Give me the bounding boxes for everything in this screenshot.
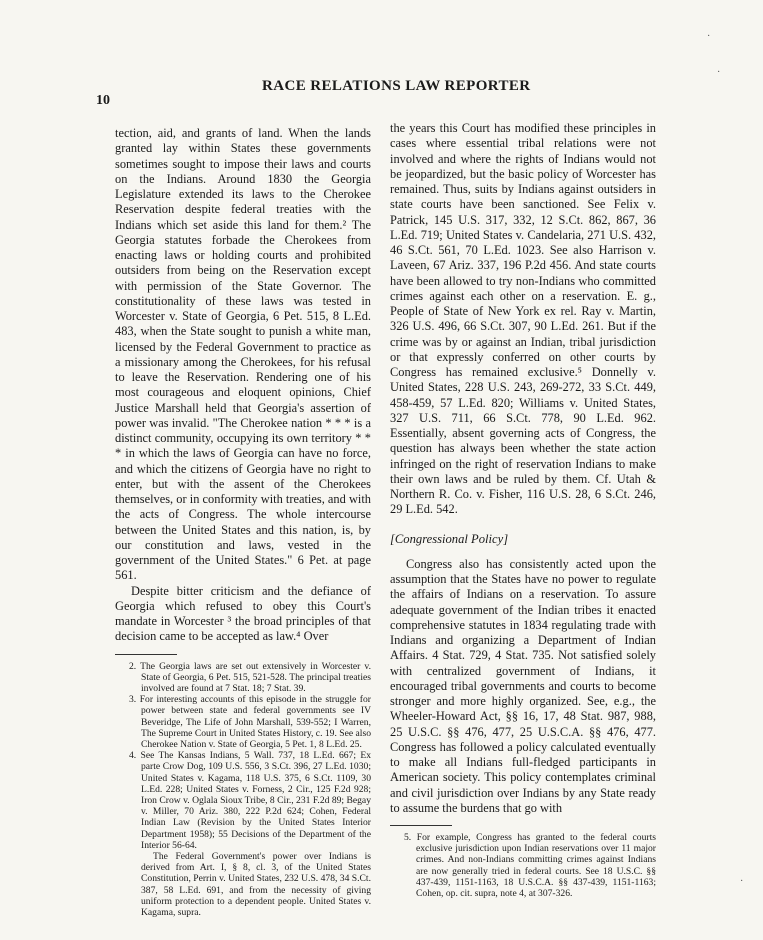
footnote: 2. The Georgia laws are set out extensively in Worcester v. State of Georgia, 6 Pet. 515, 521-528. The principal treaties involved are found at 7 Stat. 18; 7 Stat. 39. (129, 660, 371, 694)
body-paragraph: Congress also has consistently acted upon the assumption that the States have no power to regulate the affairs of Indians on a reservation. To assure adequate government of the Indian tribes it enacted comprehensive statutes in 1834 regulating trade with Indians and organizing a Department of Indian Affairs. 4 Stat. 729, 4 Stat. 735. Not satisfied solely with centralized government of Indians, it encouraged tribal governments and courts to become stronger and more highly organized. See, e.g., the Wheeler-Howard Act, §§ 16, 17, 48 Stat. 987, 988, 25 U.S.C. §§ 476, 477, 25 U.S.C.A. §§ 476, 477. Congress has followed a policy calculated eventually to make all Indians full-fledged participants in American society. This policy contemplates criminal and civil jurisdiction over Indians by any State ready to assume the burdens that go with (390, 556, 656, 815)
running-title: RACE RELATIONS LAW REPORTER (262, 78, 531, 94)
footnote-divider (390, 825, 452, 826)
footnote-divider (115, 654, 177, 655)
footnote: 4. See The Kansas Indians, 5 Wall. 737, 18 L.Ed. 667; Ex parte Crow Dog, 109 U.S. 556, 3 S.Ct. 396, 27 L.Ed. 1030; United States v. Kagama, 118 U.S. 375, 6 S.Ct. 1109, 30 L.Ed. 228; United States v. Forness, 2 Cir., 125 F.2d 928; Iron Crow v. Oglala Sioux Tribe, 8 Cir., 231 F.2d 89; Begay v. Miller, 70 Ariz. 380, 222 P.2d 624; Cohen, Federal Indian Law (Revision by the United States Interior Department 1958); 55 Decisions of the Department of the Interior 56-64. (129, 750, 371, 851)
section-heading: [Congressional Policy] (390, 531, 509, 546)
scan-speck: · (740, 876, 744, 887)
body-paragraph: the years this Court has modified these principles in cases where essential tribal relations were not involved and where the rights of Indians would not be jeopardized, but the basic policy of Worcester has remained. Thus, suits by Indians against outsiders in state courts have been sanctioned. See Felix v. Patrick, 145 U.S. 317, 332, 12 S.Ct. 862, 867, 36 L.Ed. 719; United States v. Candelaria, 271 U.S. 432, 46 S.Ct. 561, 70 L.Ed. 1023. See also Harrison v. Laveen, 67 Ariz. 337, 196 P.2d 456. And state courts have been allowed to try non-Indians who committed crimes against each other on a reservation. E. g., People of State of New York ex rel. Ray v. Martin, 326 U.S. 496, 66 S.Ct. 307, 90 L.Ed. 261. But if the crime was by or against an Indian, tribal jurisdiction or that expressly conferred on other courts by Congress has remained exclusive.⁵ Donnelly v. United States, 228 U.S. 243, 269-272, 33 S.Ct. 449, 458-459, 57 L.Ed. 820; Williams v. United States, 327 U.S. 711, 66 S.Ct. 778, 90 L.Ed. 962. Essentially, absent governing acts of Congress, the question has always been whether the state action infringed on the right of reservation Indians to make their own laws and be ruled by them. Cf. Utah & Northern R. Co. v. Fisher, 116 U.S. 28, 6 S.Ct. 246, 29 L.Ed. 542. (390, 121, 656, 517)
body-paragraph: tection, aid, and grants of land. When the lands granted lay within States these governments sometimes sought to impose their laws and courts on the Indians. Around 1830 the Georgia Legislature extended its laws to the Cherokee Reservation despite federal treaties with the Indians which set aside this land for them.² The Georgia statutes forbade the Cherokees from enacting laws or holding courts and prohibited outsiders from being on the Reservation except with permission of the State Governor. The constitutionality of these laws was tested in Worcester v. State of Georgia, 6 Pet. 515, 8 L.Ed. 483, when the State sought to punish a white man, licensed by the Federal Government to practice as a missionary among the Cherokees, for his refusal to leave the Reservation. Rendering one of his most courageous and eloquent opinions, Chief Justice Marshall held that Georgia's assertion of power was invalid. "The Cherokee nation * * * is a distinct community, occupying its own territory * * * in which the laws of Georgia can have no force, and which the citizens of Georgia have no right to enter, but with the assent of the Cherokees themselves, or in conformity with treaties, and with the acts of Congress. The whole intercourse between the United States and this nation, is, by our constitution and laws, vested in the government of the United States." 6 Pet. at page 561. (115, 126, 371, 583)
scan-speck: · (717, 67, 721, 78)
scan-speck: · (707, 31, 711, 42)
left-column (115, 126, 371, 918)
body-paragraph: Despite bitter criticism and the defiance of Georgia which refused to obey this Court's mandate in Worcester ³ the broad principles of that decision came to be accepted as law.⁴ Over (115, 583, 371, 644)
footnote: 5. For example, Congress has granted to the federal courts exclusive jurisdiction upon Indian reservations over 11 major crimes. And non-Indians committing crimes against Indians are now generally tried in federal courts. See 18 U.S.C. §§ 437-439, 1151-1163, 18 U.S.C.A. §§ 437-439, 1151-1163; Cohen, op. cit. supra, note 4, at 307-326. (404, 832, 656, 900)
footnote-continuation: The Federal Government's power over Indians is derived from Art. I, § 8, cl. 3, of the United States Constitution, Perrin v. United States, 232 U.S. 478, 34 S.Ct. 387, 58 L.Ed. 691, and from the necessity of giving uniform protection to a dependent people. United States v. Kagama, supra. (141, 850, 371, 918)
right-column (390, 121, 656, 899)
footnote: 3. For interesting accounts of this episode in the struggle for power between state and federal governments see IV Beveridge, The Life of John Marshall, 539-552; I Warren, The Supreme Court in United States History, c. 19. See also Cherokee Nation v. State of Georgia, 5 Pet. 1, 8 L.Ed. 25. (129, 694, 371, 750)
page-number: 10 (96, 93, 110, 108)
